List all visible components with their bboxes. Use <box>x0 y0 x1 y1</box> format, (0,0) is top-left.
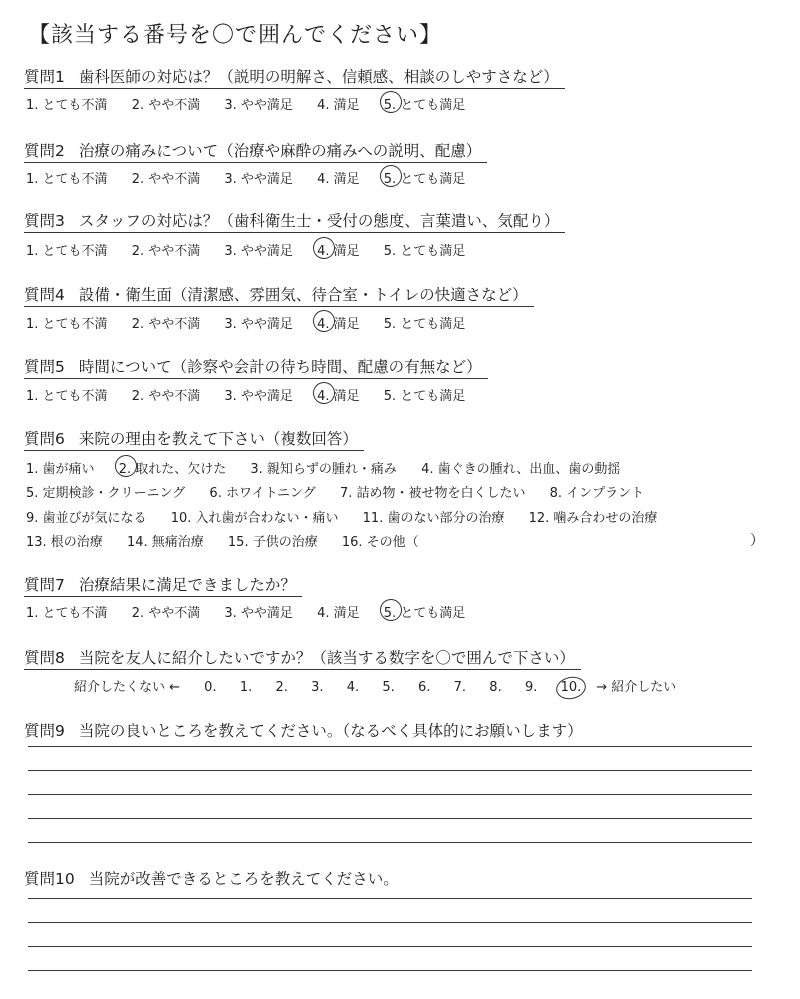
question-6-number: 質問6 <box>24 430 65 448</box>
question-10-title <box>24 870 405 890</box>
question-4-number: 質問4 <box>24 286 65 304</box>
q1-option-1[interactable]: 1. とても不満 <box>26 98 108 113</box>
q6-option-4[interactable]: 4. 歯ぐきの腫れ、出血、歯の動揺 <box>421 462 621 477</box>
question-2-text: 治療の痛みについて（治療や麻酔の痛みへの説明、配慮） <box>78 142 482 160</box>
question-3-options <box>26 240 485 259</box>
question-8-title <box>24 649 581 670</box>
q6-row-3 <box>26 507 677 526</box>
q6-row-2 <box>26 482 664 501</box>
q6-option-14[interactable]: 14. 無痛治療 <box>126 535 204 550</box>
question-5-text: 時間について（診察や会計の待ち時間、配慮の有無など） <box>78 358 482 376</box>
q9-answer-line <box>28 842 752 843</box>
q9-answer-line <box>28 770 752 771</box>
q6-option-8[interactable]: 8. インプラント <box>549 486 645 501</box>
question-10-text: 当院が改善できるところを教えてください。 <box>88 870 399 888</box>
q6-other-close-paren: ） <box>750 533 764 549</box>
q6-option-3[interactable]: 3. 親知らずの腫れ・痛み <box>250 462 397 477</box>
q8-scale-7[interactable]: 7. <box>453 680 467 695</box>
q5-option-2[interactable]: 2. やや不満 <box>131 389 201 404</box>
question-4-title <box>24 286 534 307</box>
q8-scale-6[interactable]: 6. <box>418 680 431 695</box>
question-1-options <box>26 94 485 113</box>
q6-option-9[interactable]: 9. 歯並びが気になる <box>26 511 147 526</box>
q8-scale-9[interactable]: 9. <box>524 680 538 695</box>
q2-option-4[interactable]: 4. 満足 <box>317 172 360 187</box>
q8-scale-3[interactable]: 3. <box>311 680 324 695</box>
question-7-text: 治療結果に満足できましたか？ <box>78 576 296 594</box>
question-10-number: 質問10 <box>24 870 75 888</box>
q7-option-1[interactable]: 1. とても不満 <box>26 606 108 621</box>
q6-option-7[interactable]: 7. 詰め物・被せ物を白くしたい <box>339 486 526 501</box>
q2-option-1[interactable]: 1. とても不満 <box>26 172 108 187</box>
q6-option-6[interactable]: 6. ホワイトニング <box>209 486 316 501</box>
question-4-options <box>26 313 485 332</box>
question-3-text: スタッフの対応は？（歯科衛生士・受付の態度、言葉遣い、気配り） <box>78 212 560 230</box>
q8-scale-4[interactable]: 4. <box>346 680 360 695</box>
q6-row-4 <box>26 531 439 550</box>
q8-scale-10-selected[interactable]: 10. <box>561 680 593 695</box>
q2-option-5-selected[interactable]: 5. とても満足 <box>384 168 466 187</box>
q6-option-13[interactable]: 13. 根の治療 <box>26 535 103 550</box>
q8-right-label: → 紹介したい <box>596 680 677 695</box>
question-8-number: 質問8 <box>24 649 65 667</box>
question-9-title <box>24 722 589 742</box>
q6-option-10[interactable]: 10. 入れ歯が合わない・痛い <box>170 511 339 526</box>
q6-row-1 <box>26 458 640 477</box>
question-7-title <box>24 576 302 597</box>
q7-option-4[interactable]: 4. 満足 <box>317 606 360 621</box>
q9-answer-line <box>28 746 752 747</box>
q8-scale-8[interactable]: 8. <box>489 680 502 695</box>
q1-option-4[interactable]: 4. 満足 <box>317 98 360 113</box>
question-5-number: 質問5 <box>24 358 65 376</box>
question-2-number: 質問2 <box>24 142 65 160</box>
q5-option-4-selected[interactable]: 4. 満足 <box>317 385 360 404</box>
q8-scale-5[interactable]: 5. <box>382 680 395 695</box>
question-3-title <box>24 212 565 233</box>
question-2-title <box>24 142 487 163</box>
question-3-number: 質問3 <box>24 212 65 230</box>
q8-recommend-scale <box>74 676 676 695</box>
q10-answer-line <box>28 970 752 971</box>
q4-option-3[interactable]: 3. やや満足 <box>224 317 293 332</box>
q4-option-5[interactable]: 5. とても満足 <box>383 317 466 332</box>
page-title: 【該当する番号を〇で囲んでください】 <box>28 23 443 48</box>
q3-option-2[interactable]: 2. やや不満 <box>131 244 201 259</box>
q9-answer-line <box>28 794 752 795</box>
question-6-text: 来院の理由を教えて下さい（複数回答） <box>78 430 358 448</box>
q3-option-1[interactable]: 1. とても不満 <box>26 244 108 259</box>
q4-option-2[interactable]: 2. やや不満 <box>131 317 201 332</box>
q3-option-4-selected[interactable]: 4. 満足 <box>317 240 360 259</box>
q6-option-15[interactable]: 15. 子供の治療 <box>227 535 318 550</box>
q10-answer-line <box>28 898 752 899</box>
question-5-options <box>26 385 485 404</box>
q3-option-5[interactable]: 5. とても満足 <box>383 244 466 259</box>
question-7-options <box>26 602 485 621</box>
question-2-options <box>26 168 485 187</box>
question-1-title <box>24 68 565 89</box>
q6-option-12[interactable]: 12. 噛み合わせの治療 <box>528 511 658 526</box>
q5-option-3[interactable]: 3. やや満足 <box>224 389 293 404</box>
q1-option-2[interactable]: 2. やや不満 <box>131 98 201 113</box>
q2-option-2[interactable]: 2. やや不満 <box>131 172 201 187</box>
q10-answer-line <box>28 922 752 923</box>
question-8-text: 当院を友人に紹介したいですか？（該当する数字を〇で囲んで下さい） <box>78 649 575 667</box>
q4-option-1[interactable]: 1. とても不満 <box>26 317 108 332</box>
q6-option-11[interactable]: 11. 歯のない部分の治療 <box>362 511 505 526</box>
question-1-number: 質問1 <box>24 68 65 86</box>
q6-option-5[interactable]: 5. 定期検診・クリーニング <box>26 486 186 501</box>
q5-option-1[interactable]: 1. とても不満 <box>26 389 108 404</box>
q8-scale-2[interactable]: 2. <box>275 680 288 695</box>
q7-option-2[interactable]: 2. やや不満 <box>131 606 201 621</box>
q3-option-3[interactable]: 3. やや満足 <box>224 244 293 259</box>
question-1-text: 歯科医師の対応は？（説明の明解さ、信頼感、相談のしやすさなど） <box>78 68 559 86</box>
question-7-number: 質問7 <box>24 576 65 594</box>
q9-answer-line <box>28 818 752 819</box>
question-4-text: 設備・衛生面（清潔感、雰囲気、待合室・トイレの快適さなど） <box>78 286 528 304</box>
question-9-text: 当院の良いところを教えてください。（なるべく具体的にお願いします） <box>78 722 583 740</box>
q7-option-5-selected[interactable]: 5. とても満足 <box>384 602 466 621</box>
q5-option-5[interactable]: 5. とても満足 <box>383 389 466 404</box>
q2-option-3[interactable]: 3. やや満足 <box>224 172 293 187</box>
question-9-number: 質問9 <box>24 722 65 740</box>
q6-option-1[interactable]: 1. 歯が痛い <box>26 462 95 477</box>
q10-answer-line <box>28 946 752 947</box>
q8-scale-1[interactable]: 1. <box>239 680 253 695</box>
q6-option-2-selected[interactable]: 2. 取れた、欠けた <box>119 458 227 477</box>
q8-left-label: 紹介したくない ← <box>74 680 181 695</box>
q6-option-16-other[interactable]: 16. その他（ <box>341 535 419 550</box>
question-5-title <box>24 358 488 379</box>
q1-option-5-selected[interactable]: 5. とても満足 <box>384 94 466 113</box>
q1-option-3[interactable]: 3. やや満足 <box>224 98 293 113</box>
q8-scale-0[interactable]: 0. <box>204 680 217 695</box>
question-6-title <box>24 430 364 451</box>
q7-option-3[interactable]: 3. やや満足 <box>224 606 293 621</box>
q4-option-4-selected[interactable]: 4. 満足 <box>317 313 360 332</box>
